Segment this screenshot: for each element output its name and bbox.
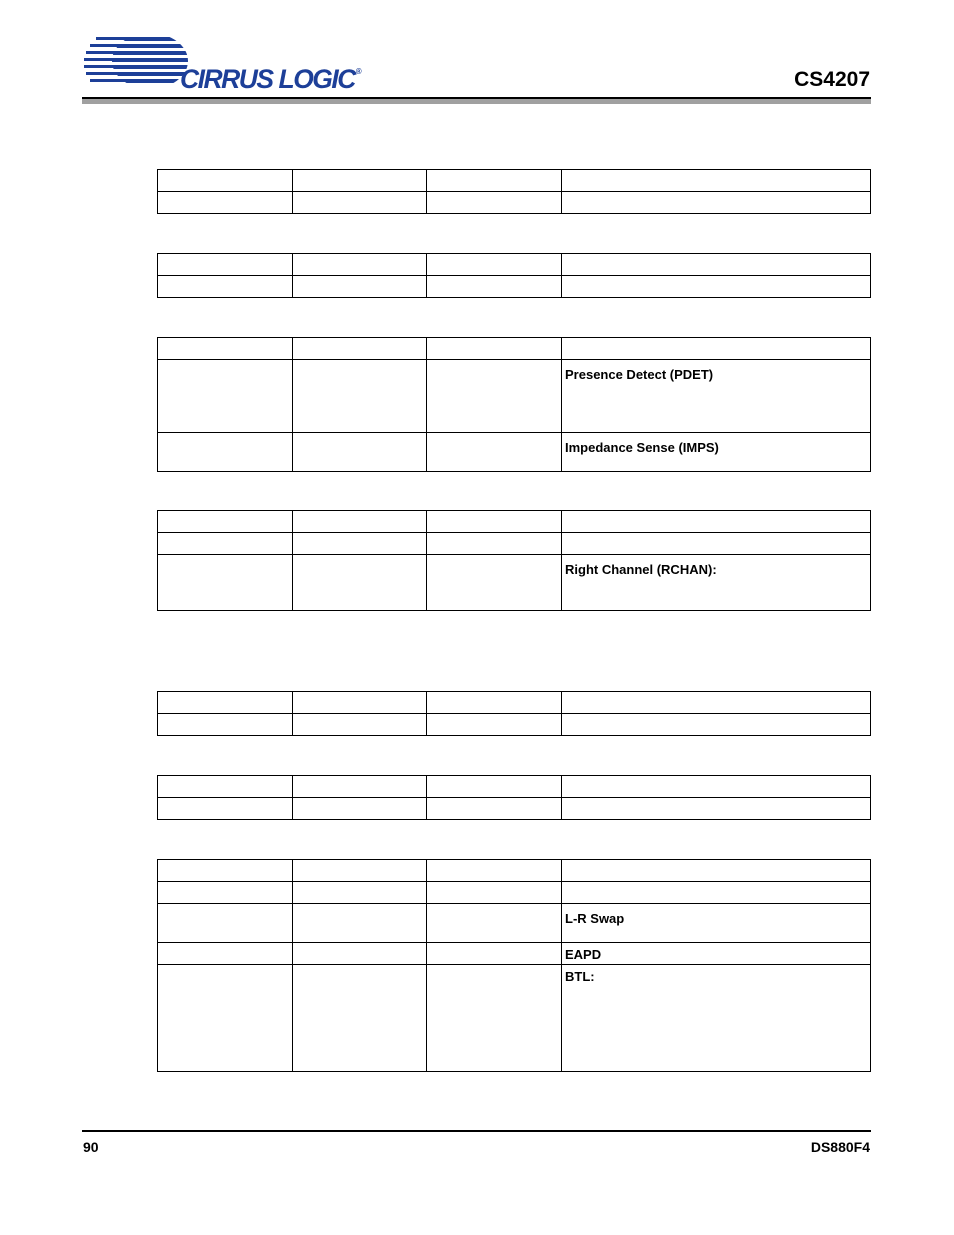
table-row [158, 276, 871, 298]
table-row [158, 860, 871, 882]
register-table-7 [157, 859, 871, 1072]
table-row [158, 254, 871, 276]
header-shade-bar [82, 99, 871, 104]
table-row [158, 338, 871, 360]
document-id: DS880F4 [810, 1139, 870, 1155]
table-row [158, 192, 871, 214]
table-row [158, 798, 871, 820]
presence-detect-label: Presence Detect (PDET) [565, 367, 714, 382]
register-table-2 [157, 253, 871, 298]
register-table-1 [157, 169, 871, 214]
table-row [158, 555, 871, 611]
table-row [158, 692, 871, 714]
table-row [158, 433, 871, 472]
table-row [158, 943, 871, 965]
part-number: CS4207 [794, 68, 870, 91]
logo-wordmark: CIRRUS LOGIC® [180, 64, 362, 94]
lr-swap-label: L-R Swap [565, 911, 625, 926]
table-row [158, 714, 871, 736]
table-row [158, 882, 871, 904]
table-row [158, 533, 871, 555]
right-channel-label: Right Channel (RCHAN): [565, 562, 717, 577]
table-row [158, 511, 871, 533]
table-row [158, 776, 871, 798]
btl-label: BTL: [565, 969, 595, 984]
register-table-3 [157, 337, 871, 472]
footer-rule [82, 1130, 871, 1132]
page-number: 90 [83, 1139, 99, 1155]
register-table-5 [157, 691, 871, 736]
register-table-4 [157, 510, 871, 611]
table-row [158, 170, 871, 192]
impedance-sense-label: Impedance Sense (IMPS) [565, 440, 719, 455]
table-row [158, 360, 871, 433]
table-row [158, 904, 871, 943]
register-table-6 [157, 775, 871, 820]
eapd-label: EAPD [565, 947, 602, 962]
table-row [158, 965, 871, 1072]
